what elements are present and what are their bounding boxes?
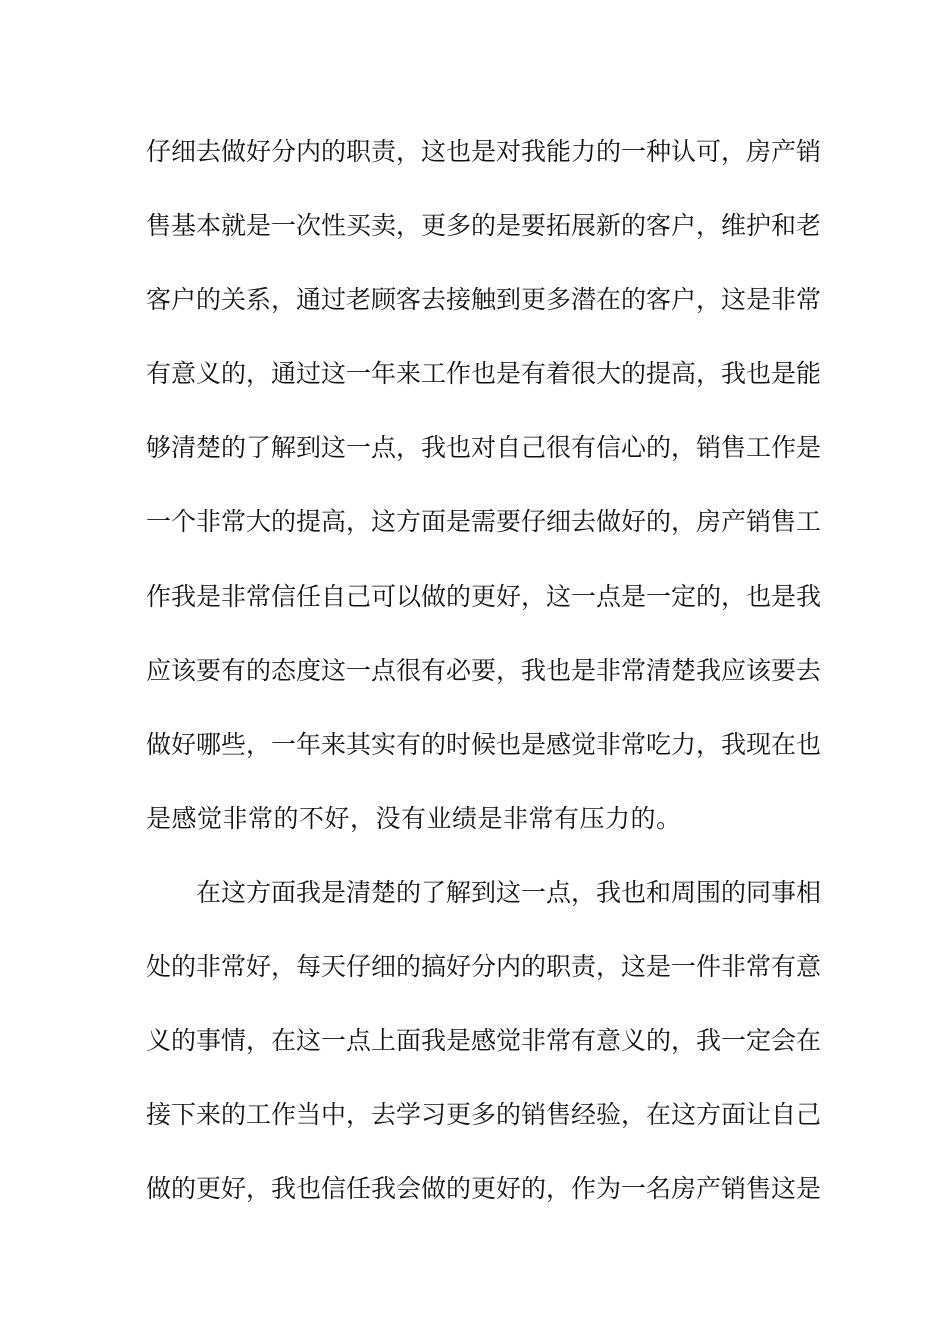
text-line (146, 795, 808, 869)
text-line (146, 350, 822, 424)
text-line (146, 276, 822, 350)
text-line (146, 1091, 822, 1165)
text-line (146, 498, 822, 572)
text-line (146, 647, 822, 721)
line-text: 有意义的，通过这一年来工作也是有着很大的提高，我也是能 (146, 359, 822, 389)
line-text: 应该要有的态度这一点很有必要，我也是非常清楚我应该要去 (146, 655, 822, 685)
text-line (146, 424, 822, 498)
text-line (146, 573, 822, 647)
line-text: 作我是非常信任自己可以做的更好，这一点是一定的，也是我 (146, 581, 822, 611)
line-text: 够清楚的了解到这一点，我也对自己很有信心的，销售工作是 (146, 433, 822, 463)
text-line (146, 128, 822, 202)
line-text: 售基本就是一次性买卖，更多的是要拓展新的客户，维护和老 (146, 211, 822, 241)
text-line (146, 869, 822, 943)
text-line (146, 943, 822, 1017)
line-text: 义的事情，在这一点上面我是感觉非常有意义的，我一定会在 (146, 1026, 822, 1056)
line-text: 客户的关系，通过老顾客去接触到更多潜在的客户，这是非常 (146, 285, 822, 315)
line-text: 接下来的工作当中，去学习更多的销售经验，在这方面让自己 (146, 1100, 822, 1130)
line-text: 做好哪些，一年来其实有的时候也是感觉非常吃力，我现在也 (146, 729, 822, 759)
line-text: 仔细去做好分内的职责，这也是对我能力的一种认可，房产销 (146, 137, 822, 166)
text-line (146, 1017, 822, 1091)
line-text: 在这方面我是清楚的了解到这一点，我也和周围的同事相 (196, 877, 822, 907)
line-text: 处的非常好，每天仔细的搞好分内的职责，这是一件非常有意 (146, 952, 822, 982)
line-text: 一个非常大的提高，这方面是需要仔细去做好的，房产销售工 (146, 507, 822, 537)
line-text: 做的更好，我也信任我会做的更好的，作为一名房产销售这是 (146, 1174, 822, 1204)
document-body (146, 128, 822, 1239)
text-line (146, 202, 822, 276)
line-text: 是感觉非常的不好，没有业绩是非常有压力的。 (146, 803, 682, 833)
text-line (146, 1165, 822, 1239)
text-line (146, 721, 822, 795)
